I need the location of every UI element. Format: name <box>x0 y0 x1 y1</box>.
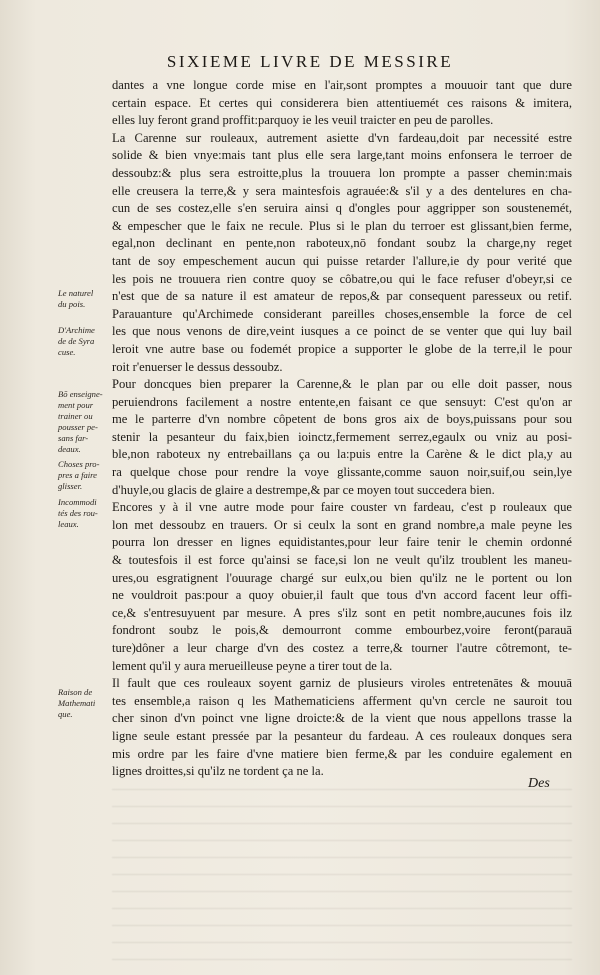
paragraph <box>112 499 572 675</box>
text-line: cun de ses costez,elle s'en seruira ainsi q d'ongles pour aggripper son soustenemét, <box>112 201 572 216</box>
margin-note-line: que. <box>58 709 73 719</box>
margin-note <box>58 687 112 720</box>
text-line: Pour doncques bien preparer la Carenne,& le plan par ou elle doit passer, nous <box>112 377 572 392</box>
text-line: les que nous venons de dire,veint iusques a ce poinct de se venter que qui luy bail <box>112 324 572 339</box>
text-line: ne vouldroit pas:pour a quoy obuier,il fault que tous d'vn accord facent leur offi- <box>112 588 572 603</box>
margin-note-line: D'Archime <box>58 325 95 335</box>
text-line: les pois ne trouuera rien contre quoy se côbatre,ou qui le face refuser d'obeyr,si ce <box>112 271 572 286</box>
margin-note <box>58 459 112 492</box>
margin-note <box>58 389 112 455</box>
catchword: Des <box>528 776 550 791</box>
text-line: ce,& s'entresuyuent par mesure. A pres s'ilz sont en petit nombre,aucunes fois ilz <box>112 605 572 620</box>
text-line: La Carenne sur rouleaux, autrement asiette d'vn fardeau,doit par necessité estre <box>112 130 572 145</box>
text-line: & toutesfois il est force qu'ainsi se face,si lon ne veult qu'ilz troublent les maneu- <box>112 553 572 568</box>
text-line: lignes droittes,si qu'ilz ne tordent ça ne la. <box>112 764 324 779</box>
text-line: n'est que de sa nature il est amateur de repos,& par consequent paresseux ou retif. <box>112 289 572 304</box>
margin-note-line: Raison de <box>58 687 93 697</box>
text-line: lon met dessoubz en trauers. Or si ceulx la sont en grand nombre,a male peyne les <box>112 517 572 532</box>
text-line: ble,non raboteux ny entrebaillans ça ou la:puis entre la Carène & le dict pla,y au <box>112 447 572 462</box>
text-line: egal,non declinant en pente,non raboteux,nō fondant soubz la charge,ny reget <box>112 236 572 251</box>
text-line: ligne seule estant pressée par la pesanteur du fardeau. A ces rouleaux donques sera <box>112 728 572 743</box>
text-line: lement qu'il y aura merueilleuse peyne a tirer tout de la. <box>112 658 393 673</box>
text-line: Il fault que ces rouleaux soyent garniz de plusieurs viroles entretenātes & mouuā <box>112 676 572 691</box>
margin-note-line: glisser. <box>58 481 83 491</box>
show-through-texture <box>112 780 572 960</box>
margin-note-line: trainer ou <box>58 411 93 421</box>
margin-note-line: Le naturel <box>58 288 94 298</box>
text-line: solide & bien vnye:mais tant plus elle sera large,tant moins enfonsera le terroer de <box>112 148 572 163</box>
margin-note-line: Bō enseigne- <box>58 389 103 399</box>
text-line: elles luy feront grand proffit:parquoy ie les veuil traicter en peu de parolles. <box>112 113 494 128</box>
margin-note-line: pres a faire <box>58 470 97 480</box>
text-line: pourra lon dresser en lignes equidistantes,pour leur faire tenir le chemin ordonné <box>112 535 572 550</box>
text-line: Encores y à il vne autre mode pour faire couster vn fardeau, c'est p rouleaux que <box>112 500 572 515</box>
text-line: dantes a vne longue corde mise en l'air,sont promptes a mouuoir tant que dure <box>112 78 572 92</box>
main-text-block <box>112 77 572 781</box>
text-line: me le parterre d'vn nombre côpetent de bons gros aix de boys,puissans pour sou <box>112 412 572 427</box>
margin-note-line: Incommodi <box>58 497 97 507</box>
text-line: dessoubz:& plus sera estroitte,plus la trouuera lon prompte a passer chemin:mais <box>112 165 572 180</box>
margin-note-line: pousser pe- <box>58 422 98 432</box>
text-line: ture)dôner a leur charge d'vn des costez a terre,& tourner l'autre côtremont, te- <box>112 641 572 655</box>
margin-note-line: tés des rou- <box>58 508 98 518</box>
paragraph <box>112 77 572 130</box>
text-line: stenir la pesanteur du faix,bien ioinctz,fermement serrez,egaulx ou vniz au posi- <box>112 429 572 444</box>
margin-note-line: Mathemati <box>58 698 96 708</box>
text-line: Parauanture qu'Archimede considerant pareilles choses,ensemble la force de cel <box>112 306 572 321</box>
paragraph <box>112 675 572 781</box>
text-line: mis ordre par les faire d'vne matiere bien ferme,& par les conduire egalement en <box>112 746 572 761</box>
margin-note-line: de de Syra <box>58 336 95 346</box>
text-line: leroit vne autre base ou fodemét propice a supporter le globe de la terre,il le pour <box>112 341 572 356</box>
text-line: roit r'enuerser le dessus dessoubz. <box>112 359 283 374</box>
margin-note-line: ment pour <box>58 400 94 410</box>
margin-note <box>58 288 112 310</box>
margin-note <box>58 497 112 530</box>
text-line: ures,ou esgratignent l'ouurage chargé sur eulx,ou bien qu'ilz ne le portent ou lon <box>112 570 572 585</box>
paragraph <box>112 376 572 499</box>
margin-note-line: sans far- <box>58 433 89 443</box>
text-line: tant de soy empeschement aucun qui puisse retarder l'allure,ie dy pour verité que <box>112 253 572 268</box>
paragraph <box>112 130 572 376</box>
text-line: tes ensemble,a raison q les Mathematiciens afferment qu'vn cercle ne sauroit tou <box>112 693 572 708</box>
text-line: & empescher que le faix ne recule. Plus si le plan du terroer est glissant,bien ferme, <box>112 218 572 233</box>
text-line: cher sinon d'vn poinct vne ligne droicte:& de la vient que nous appellons trasse la <box>112 711 572 726</box>
margin-note-line: deaux. <box>58 444 81 454</box>
margin-note-line: cuse. <box>58 347 76 357</box>
text-line: certain espace. Et certes qui considerera bien attentiuemét ces raisons & imitera, <box>112 95 572 110</box>
running-header: SIXIEME LIVRE DE MESSIRE <box>166 52 454 71</box>
text-line: elle creusera la terre,& y sera maintesfois agrauée:& s'il y a des dentelures en cha- <box>112 183 572 198</box>
text-line: peruiendrons facilement a nostre entente,en faisant ce que sensuyt: C'est qu'on ar <box>112 394 572 409</box>
text-line: ra quelque chose pour rendre la voye glissante,comme sauon noir,suif,ou sein,lye <box>112 465 572 480</box>
text-line: d'huyle,ou glacis de glaire a destrempe,& par ce moyen tout succedera bien. <box>112 482 495 497</box>
margin-note <box>58 325 112 358</box>
text-line: fondront soubz le pois,& demourront comme embourbez,voire feront(parauā <box>112 623 572 638</box>
margin-note-line: Choses pro- <box>58 459 100 469</box>
margin-note-line: du pois. <box>58 299 86 309</box>
margin-note-line: leaux. <box>58 519 79 529</box>
